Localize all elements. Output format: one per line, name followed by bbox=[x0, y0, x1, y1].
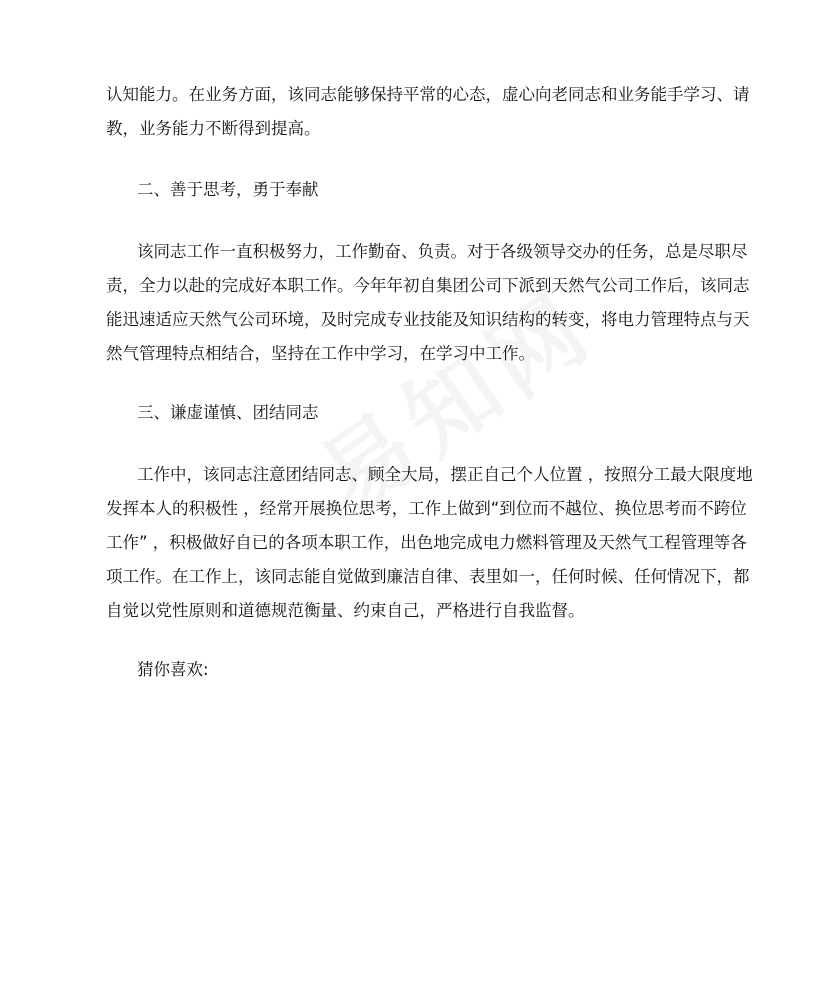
paragraph-line: 责，全力以赴的完成好本职工作。今年年初自集团公司下派到天然气公司工作后，该同志 bbox=[106, 276, 750, 295]
guess-you-like-label: 猜你喜欢: bbox=[137, 660, 209, 679]
paragraph-line: 能迅速适应天然气公司环境，及时完成专业技能及知识结构的转变，将电力管理特点与天 bbox=[106, 310, 750, 329]
paragraph-line: 认知能力。在业务方面，该同志能够保持平常的心态，虚心向老同志和业务能手学习、请 bbox=[106, 85, 750, 104]
paragraph-line: 然气管理特点相结合，坚持在工作中学习，在学习中工作。 bbox=[106, 344, 535, 363]
paragraph-line: 发挥本人的积极性 ，经常开展换位思考，工作上做到“到位而不越位、换位思考而不跨位 bbox=[106, 499, 747, 518]
paragraph-line: 工作中，该同志注意团结同志、顾全大局，摆正自己个人位置 ，按照分工最大限度地 bbox=[137, 465, 753, 484]
paragraph-line: 自觉以党性原则和道德规范衡量、约束自己，严格进行自我监督。 bbox=[106, 601, 585, 620]
paragraph-line: 教，业务能力不断得到提高。 bbox=[106, 119, 321, 138]
section-heading: 三、谦虚谨慎、团结同志 bbox=[137, 403, 319, 422]
paragraph-line: 工作” ，积极做好自已的各项本职工作，出色地完成电力燃料管理及天然气工程管理等各 bbox=[106, 533, 747, 552]
paragraph-line: 该同志工作一直积极努力，工作勤奋、负责。对于各级领导交办的任务，总是尽职尽 bbox=[137, 242, 748, 261]
paragraph-line: 项工作。在工作上，该同志能自觉做到廉洁自律、表里如一，任何时候、任何情况下，都 bbox=[106, 567, 750, 586]
section-heading: 二、善于思考，勇于奉献 bbox=[137, 180, 319, 199]
